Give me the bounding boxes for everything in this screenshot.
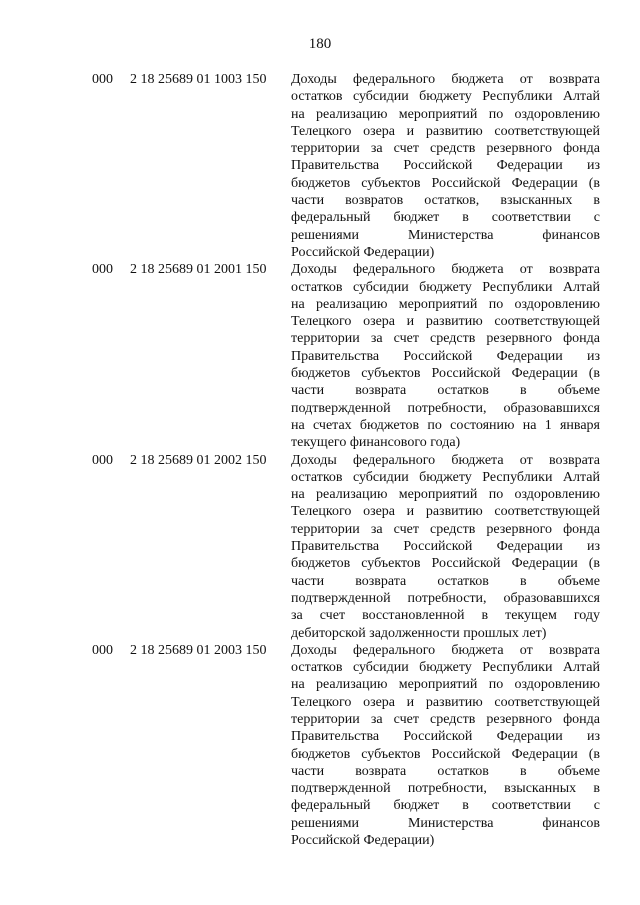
description-line: Правительства Российской Федерации из [291,158,600,174]
description-line: Доходы федерального бюджета от возврата [291,72,600,87]
description-line: остатков субсидии бюджету Республики Алтай [291,279,600,295]
description-line: федеральный бюджет в соответствии с [291,798,600,814]
budget-code-entry [0,642,640,850]
description-line: подтвержденной потребности, взысканных в [291,781,600,797]
description-line: подтвержденной потребности, образовавшихся [291,590,600,606]
description-line: дебиторской задолженности прошлых лет) [291,625,547,641]
administrator-code: 000 [92,72,113,87]
description-line: остатков субсидии бюджету Республики Алтай [291,469,600,485]
description-line: Правительства Российской Федерации из [291,539,600,555]
description-line: части возврата остатков в объеме [291,573,600,589]
description-line: части возврата остатков в объеме [291,383,600,399]
administrator-code: 000 [92,452,113,468]
description-line: Телецкого озера и развитию соответствующей [291,504,600,520]
description-line: на реализацию мероприятий по оздоровлению [291,106,600,122]
classification-code: 2 18 25689 01 1003 150 [130,72,267,87]
page-number: 180 [308,36,332,52]
description-line: Доходы федерального бюджета от возврата [291,262,600,278]
description-line: на счетах бюджетов по состоянию на 1 января [291,417,600,433]
classification-code: 2 18 25689 01 2003 150 [130,642,267,658]
description-line: бюджетов субъектов Российской Федерации (в [291,366,600,382]
description-line: бюджетов субъектов Российской Федерации (в [291,746,600,762]
description-line: остатков субсидии бюджету Республики Алтай [291,89,600,105]
description-line: Телецкого озера и развитию соответствующей [291,314,600,330]
income-description [291,261,600,451]
description-line: части возврата остатков в объеме [291,763,600,779]
description-line: на реализацию мероприятий по оздоровлению [291,296,600,312]
classification-code: 2 18 25689 01 2002 150 [130,452,267,468]
administrator-code: 000 [92,642,113,658]
income-description [291,71,600,261]
description-line: Телецкого озера и развитию соответствующей [291,123,600,139]
description-line: на реализацию мероприятий по оздоровлению [291,677,600,693]
description-line: за счет восстановленной в текущем году [291,608,600,624]
budget-code-entry [0,452,640,642]
description-line: решениями Министерства финансов [291,815,600,831]
description-line: территории за счет средств резервного фонда [291,711,600,727]
description-line: территории за счет средств резервного фонда [291,521,600,537]
description-line: бюджетов субъектов Российской Федерации (в [291,175,600,191]
description-line: подтвержденной потребности, образовавшихся [291,400,600,416]
income-description [291,642,600,850]
income-description [291,452,600,642]
description-line: решениями Министерства финансов [291,227,600,243]
description-line: остатков субсидии бюджету Республики Алтай [291,660,600,676]
description-line: бюджетов субъектов Российской Федерации (в [291,556,600,572]
classification-code: 2 18 25689 01 2001 150 [130,262,267,278]
description-line: территории за счет средств резервного фонда [291,331,600,347]
description-line: части возвратов остатков, взысканных в [291,193,600,209]
description-line: Доходы федерального бюджета от возврата [291,452,600,468]
description-line: Российской Федерации) [291,833,435,849]
description-line: территории за счет средств резервного фонда [291,141,600,157]
description-line: Доходы федерального бюджета от возврата [291,642,600,658]
description-line: федеральный бюджет в соответствии с [291,210,600,226]
budget-code-list [0,71,640,849]
administrator-code: 000 [92,262,113,278]
description-line: Телецкого озера и развитию соответствующей [291,694,600,710]
description-line: на реализацию мероприятий по оздоровлению [291,487,600,503]
budget-code-entry [0,261,640,451]
description-line: Правительства Российской Федерации из [291,729,600,745]
description-line: Российской Федерации) [291,244,435,260]
budget-code-entry [0,71,640,261]
description-line: текущего финансового года) [291,435,461,451]
description-line: Правительства Российской Федерации из [291,348,600,364]
